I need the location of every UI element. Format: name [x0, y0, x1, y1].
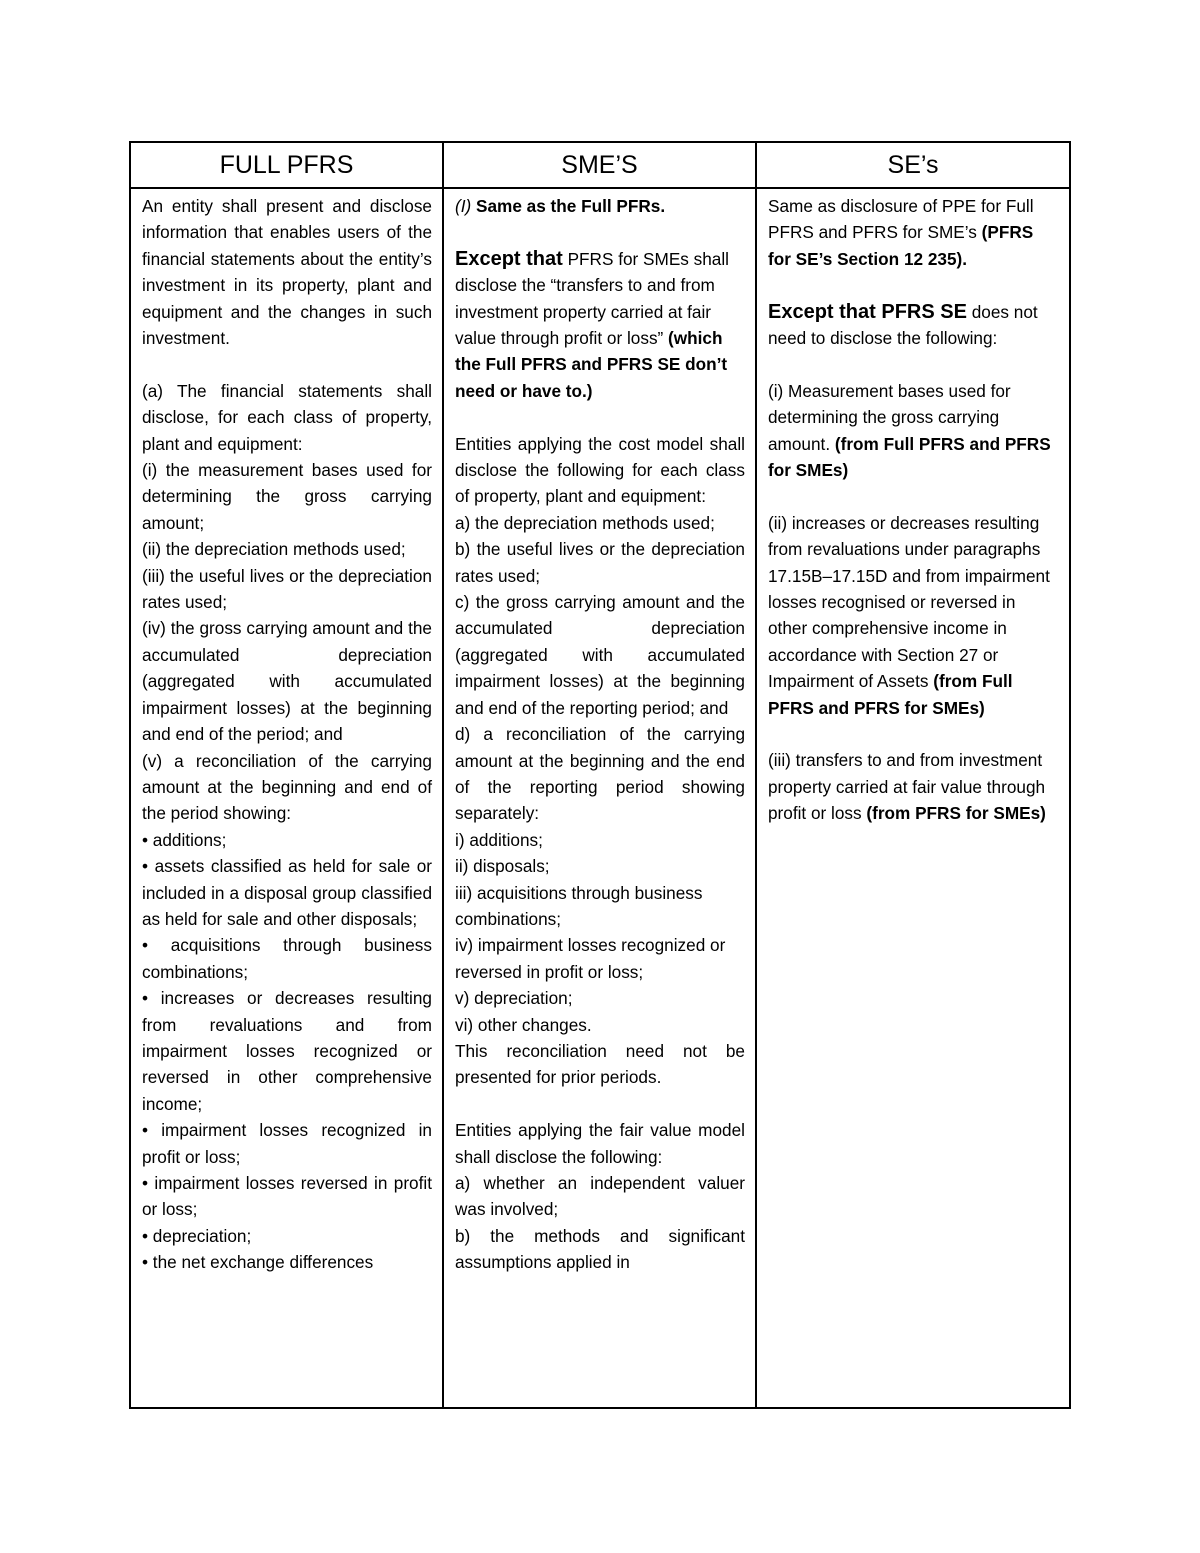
full-bullet-additions: • additions;: [142, 827, 432, 853]
sme-cost-b: b) the useful lives or the depreciation rates used;: [455, 539, 745, 586]
sme-recon-note: This reconciliation need not be presented for prior periods.: [455, 1040, 745, 1088]
full-bullet-acquisitions: • acquisitions through business combinations;: [142, 932, 432, 985]
ses-cell: [756, 188, 1070, 1408]
full-item-v: (v) a reconciliation of the carrying amount at the beginning and end of the period showing:: [142, 750, 432, 824]
full-bullet-held-for-sale: • assets classified as held for sale or included in a disposal group classified as held for sale and other disposals;: [142, 853, 432, 932]
full-bullet-exchange: • the net exchange differences: [142, 1249, 432, 1275]
full-bullet-impairment-recognized: • impairment losses recognized in profit or loss;: [142, 1117, 432, 1170]
full-bullet-impairment-reversed: • impairment losses reversed in profit or loss;: [142, 1170, 432, 1223]
full-item-iii: (iii) the useful lives or the depreciation rates used;: [142, 565, 432, 613]
sme-recon-iv: iv) impairment losses recognized or reversed in profit or loss;: [455, 935, 726, 982]
full-item-ii: (ii) the depreciation methods used;: [142, 539, 406, 560]
sme-fv-a: a) whether an independent valuer was involved;: [455, 1172, 745, 1220]
content-row: [130, 188, 1070, 1408]
sme-fv-b: b) the methods and significant assumptions applied in: [455, 1225, 745, 1273]
comparison-table: [129, 141, 1071, 1409]
full-bullet-revaluations: • increases or decreases resulting from revaluations and from impairment losses recognized or reversed in other comprehensive income;: [142, 985, 432, 1117]
header-row: [130, 142, 1070, 188]
se-intro: Same as disclosure of PPE for Full PFRS and PFRS for SME’s (PFRS for SE’s Section 12 235).: [768, 196, 1034, 269]
sme-recon-vi: vi) other changes.: [455, 1014, 592, 1035]
sme-cost-d: d) a reconciliation of the carrying amount at the beginning and the end of the reporting period showing separately:: [455, 724, 745, 824]
header-ses: SE’s: [756, 142, 1070, 188]
sme-cost-intro: Entities applying the cost model shall disclose the following for each class of property, plant and equipment:: [455, 433, 745, 507]
sme-fv-intro: Entities applying the fair value model shall disclose the following:: [455, 1120, 745, 1167]
full-item-i: (i) the measurement bases used for determining the gross carrying amount;: [142, 460, 432, 533]
sme-same-as: (I) Same as the Full PFRs.: [455, 196, 666, 216]
header-smes: SME’S: [443, 142, 756, 188]
se-item-i: (i) Measurement bases used for determining the gross carrying amount. (from Full PFRS and PFRS for SMEs): [768, 380, 1051, 481]
sme-except: Except that PFRS for SMEs shall disclose the “transfers to and from investment property carried at fair value through profit or loss” (which the Full PFRS and PFRS SE don’t need or have to.): [455, 247, 729, 401]
smes-cell: [443, 188, 756, 1408]
se-except: Except that PFRS SE does not need to disclose the following:: [768, 300, 1038, 349]
header-full-pfrs: FULL PFRS: [130, 142, 443, 188]
sme-cost-a: a) the depreciation methods used;: [455, 512, 715, 533]
full-bullet-depreciation: • depreciation;: [142, 1223, 432, 1249]
full-item-a: (a) The financial statements shall disclose, for each class of property, plant and equipment:: [142, 380, 432, 454]
se-item-iii: (iii) transfers to and from investment property carried at fair value through profit or loss (from PFRS for SMEs): [768, 750, 1046, 824]
sme-recon-ii: ii) disposals;: [455, 856, 550, 877]
full-pfrs-cell: [130, 188, 443, 1408]
sme-recon-iii: iii) acquisitions through business combinations;: [455, 882, 703, 929]
sme-recon-i: i) additions;: [455, 829, 543, 850]
full-intro: An entity shall present and disclose information that enables users of the financial statements about the entity’s investment in its property, plant and equipment and the changes in such investment.: [142, 196, 432, 349]
se-item-ii: (ii) increases or decreases resulting from revaluations under paragraphs 17.15B–17.15D and from impairment losses recognised or reversed in other comprehensive income in accordance with Section 27 or Impairment of Assets (from Full PFRS and PFRS for SMEs): [768, 512, 1050, 718]
full-item-iv: (iv) the gross carrying amount and the accumulated depreciation (aggregated with accumulated impairment losses) at the beginning and end of the period; and: [142, 618, 432, 745]
sme-recon-v: v) depreciation;: [455, 988, 573, 1009]
sme-cost-c: c) the gross carrying amount and the accumulated depreciation (aggregated with accumulated impairment losses) at the beginning and end of the reporting period; and: [455, 592, 745, 718]
